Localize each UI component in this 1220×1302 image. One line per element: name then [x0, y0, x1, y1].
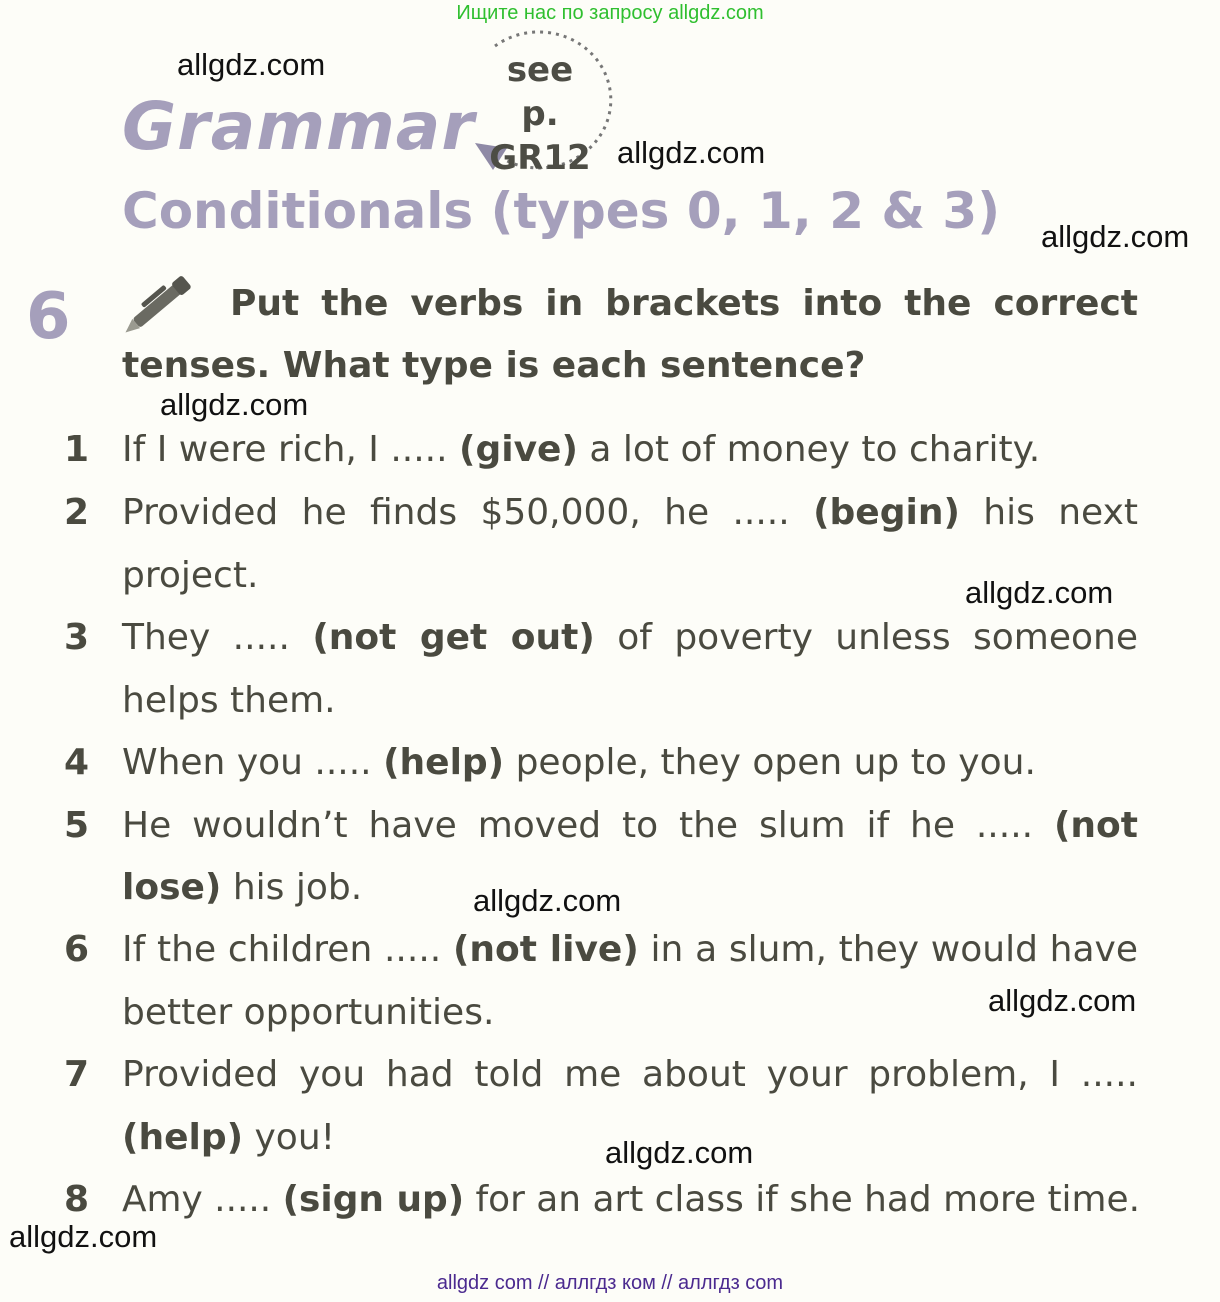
top-banner: Ищите нас по запросу allgdz.com — [456, 2, 764, 24]
item-number: 2 — [64, 492, 90, 533]
instruction-line: tenses. What type is each sentence? — [122, 345, 866, 386]
item-text: He wouldn’t have moved to the slum if he ..... (not — [122, 805, 1138, 846]
item-number: 6 — [64, 929, 90, 970]
verb-hint: (help) — [383, 742, 505, 783]
instruction-line: Put the verbs in brackets into the correct — [230, 283, 1138, 324]
item-number: 1 — [64, 429, 90, 470]
item-text: If the children ..... (not live) in a slum, they would have — [122, 929, 1138, 970]
see-label: see — [506, 50, 574, 90]
verb-hint: (begin) — [813, 492, 960, 533]
verb-hint: (not live) — [452, 929, 639, 970]
verb-hint: (sign up) — [282, 1179, 465, 1220]
item-text-cont: (help) you! — [122, 1117, 336, 1158]
item-text-cont: helps them. — [122, 680, 336, 721]
verb-hint: (help) — [122, 1117, 244, 1158]
footer-watermark: allgdz com // аллгдз ком // аллгдз com — [436, 1272, 784, 1294]
item-number: 7 — [64, 1054, 90, 1095]
item-text: Provided he finds $50,000, he ..... (begin) his next — [122, 492, 1138, 533]
watermark: allgdz.com — [617, 135, 766, 170]
watermark: allgdz.com — [965, 575, 1114, 610]
verb-hint: (not — [1053, 805, 1138, 846]
page-reference: p. GR12 — [489, 94, 591, 178]
item-text-cont: better opportunities. — [122, 992, 495, 1033]
item-number: 5 — [64, 805, 90, 846]
section-subtitle: Conditionals (types 0, 1, 2 & 3) — [122, 182, 1001, 240]
item-text: If I were rich, I ..... (give) a lot of money to charity. — [122, 429, 1041, 470]
item-text: When you ..... (help) people, they open up to you. — [122, 742, 1036, 783]
see-reference — [470, 48, 610, 180]
pen-icon — [122, 264, 204, 338]
watermark: allgdz.com — [988, 983, 1137, 1018]
item-text-cont: lose) his job. — [122, 867, 363, 908]
item-text: They ..... (not get out) of poverty unless someone — [122, 617, 1138, 658]
item-number: 8 — [64, 1179, 90, 1220]
watermark: allgdz.com — [473, 883, 622, 918]
item-number: 4 — [64, 742, 90, 783]
watermark: allgdz.com — [9, 1219, 158, 1254]
verb-hint: (give) — [459, 429, 578, 470]
watermark: allgdz.com — [1041, 219, 1190, 254]
verb-hint: lose) — [122, 867, 222, 908]
exercise-number: 6 — [26, 280, 71, 354]
item-text: Provided you had told me about your problem, I ..... — [122, 1054, 1138, 1095]
watermark: allgdz.com — [177, 47, 326, 82]
item-text: Amy ..... (sign up) for an art class if she had more time. — [122, 1179, 1140, 1220]
watermark: allgdz.com — [605, 1135, 754, 1170]
verb-hint: (not get out) — [312, 617, 595, 658]
section-title: Grammar — [122, 88, 475, 165]
item-text-cont: project. — [122, 555, 259, 596]
watermark: allgdz.com — [160, 387, 309, 422]
item-number: 3 — [64, 617, 90, 658]
